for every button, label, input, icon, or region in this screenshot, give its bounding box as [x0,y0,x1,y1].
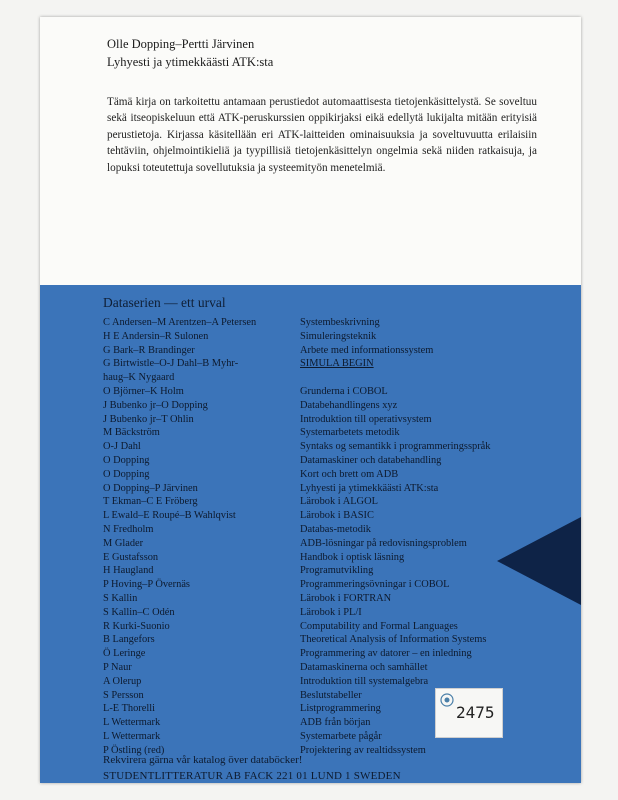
series-title: Handbok i optisk läsning [300,551,405,563]
series-title: Introduktion till systemalgebra [300,675,429,687]
list-item [103,633,573,647]
sticker-number: 2475 [456,703,495,722]
series-title: Kort och brett om ADB [300,468,399,480]
series-title: Systemarbete pågår [300,730,382,742]
book-back-cover [40,17,581,783]
list-item [103,523,573,537]
series-author: L Wettermark [103,730,161,742]
series-title: Syntaks og semantikk i programmeringsspråk [300,441,491,453]
list-item [103,371,573,385]
series-author: O Dopping [103,454,150,466]
series-author: P Östling (red) [103,744,165,756]
series-author: G Bark–R Brandinger [103,344,195,356]
series-title: Programmering av datorer – en inledning [300,648,472,660]
series-title: Programutvikling [300,565,374,577]
series-title: Introduktion till operativsystem [300,413,432,425]
series-title: Grunderna i COBOL [300,385,388,397]
series-title: SIMULA BEGIN [300,358,374,370]
series-author: O Björner–K Holm [103,385,184,397]
list-item [103,344,573,358]
list-item [103,482,573,496]
series-author: L Wettermark [103,717,161,729]
series-author: L Ewald–E Roupé–B Wahlqvist [103,510,236,522]
series-author: J Bubenko jr–O Dopping [103,399,208,411]
series-author: H Haugland [103,565,154,577]
series-title: Lärobok i BASIC [300,510,374,522]
list-item [103,468,573,482]
series-title: Lärobok i PL/I [300,606,362,618]
series-author: G Birtwistle–O-J Dahl–B Myhr- [103,358,239,370]
series-title: Simuleringsteknik [300,330,377,342]
series-author: O Dopping–P Järvinen [103,482,198,494]
series-title: Systemarbetets metodik [300,427,400,439]
list-item [103,495,573,509]
list-item [103,385,573,399]
series-author: S Persson [103,689,144,701]
list-item [103,426,573,440]
series-heading: Dataserien — ett urval [103,295,226,310]
library-sticker [435,688,503,738]
series-author: S Kallin [103,592,138,604]
series-author: H E Andersin–R Sulonen [103,330,209,342]
series-title: Lärobok i FORTRAN [300,592,392,604]
series-title: Arbete med informationssystem [300,344,434,356]
series-title: Datamaskinerna och samhället [300,661,428,673]
publisher-address-line: STUDENTLITTERATUR AB FACK 221 01 LUND 1 SWEDEN [103,770,401,782]
list-item [103,620,573,634]
list-item [103,537,573,551]
series-title: Theoretical Analysis of Information Systems [300,634,487,646]
list-item [103,509,573,523]
series-title: Lärobok i ALGOL [300,496,378,508]
series-title: Lyhyesti ja ytimekkäästi ATK:sta [300,482,439,494]
series-author: haug–K Nygaard [103,372,175,384]
list-item [103,399,573,413]
series-author: A Olerup [103,675,142,687]
series-title: Programmeringsövningar i COBOL [300,579,450,591]
list-item [103,606,573,620]
series-title: Datamaskiner och databehandling [300,454,442,466]
series-title: Databas-metodik [300,523,371,535]
white-top-section [40,17,581,285]
series-author: O-J Dahl [103,441,141,453]
series-author: Ö Leringe [103,648,146,660]
series-title: Systembeskrivning [300,317,380,328]
list-item [103,661,573,675]
list-item [103,551,573,565]
series-author: M Glader [103,537,144,549]
series-author: R Kurki-Suonio [103,620,170,632]
series-title: Beslutstabeller [300,689,362,701]
list-item [103,592,573,606]
list-item [103,647,573,661]
series-author: J Bubenko jr–T Ohlin [103,413,194,425]
series-title: Projektering av realtidssystem [300,744,426,756]
book-description: Tämä kirja on tarkoitettu antamaan perustiedot automaattisesta tietojenkäsittelystä. Se soveltuu sekä itseopiskeluun että ATK-peruskurssien oppikirjaksi eikä edellytä lukijalta mitään erityisiä perustietoja. Kirjassa käsitellään eri ATK-laitteiden ominaisuuksia ja soveltuvuutta erilaisiin tehtäviin, ohjelmointikieliä ja tyypillisiä tietojenkäsittelyn ongelmia sekä niiden ratkaisuja, ja lopuksi toteutettuja sovellutuksia ja systeemityön menetelmiä. [107,96,537,174]
series-author: B Langefors [103,634,155,646]
library-logo-icon [440,693,454,707]
book-title: Lyhyesti ja ytimekkäästi ATK:sta [107,55,274,69]
list-item [103,578,573,592]
list-item [103,316,573,330]
series-author: O Dopping [103,468,150,480]
list-item [103,413,573,427]
series-author: T Ekman–C E Fröberg [103,496,198,508]
series-title: Databehandlingens xyz [300,399,398,411]
series-author: N Fredholm [103,523,154,535]
list-item [103,675,573,689]
list-item [103,564,573,578]
list-item [103,454,573,468]
series-author: E Gustafsson [103,551,159,563]
book-authors: Olle Dopping–Pertti Järvinen [107,37,255,51]
series-author: C Andersen–M Arentzen–A Petersen [103,317,257,328]
list-item [103,440,573,454]
catalog-request-line: Rekvirera gärna vår katalog över databöcker! [103,754,303,766]
series-author: P Naur [103,661,132,673]
list-item [103,330,573,344]
series-author: S Kallin–C Odén [103,606,175,618]
series-title: Computability and Formal Languages [300,620,458,632]
series-author: P Hoving–P Övernäs [103,579,190,591]
series-title: ADB-lösningar på redovisningsproblem [300,537,467,549]
list-item [103,357,573,371]
series-title: Listprogrammering [300,703,381,715]
series-author: M Bäckström [103,427,160,439]
series-title: ADB från början [300,717,371,729]
series-author: L-E Thorelli [103,703,156,715]
